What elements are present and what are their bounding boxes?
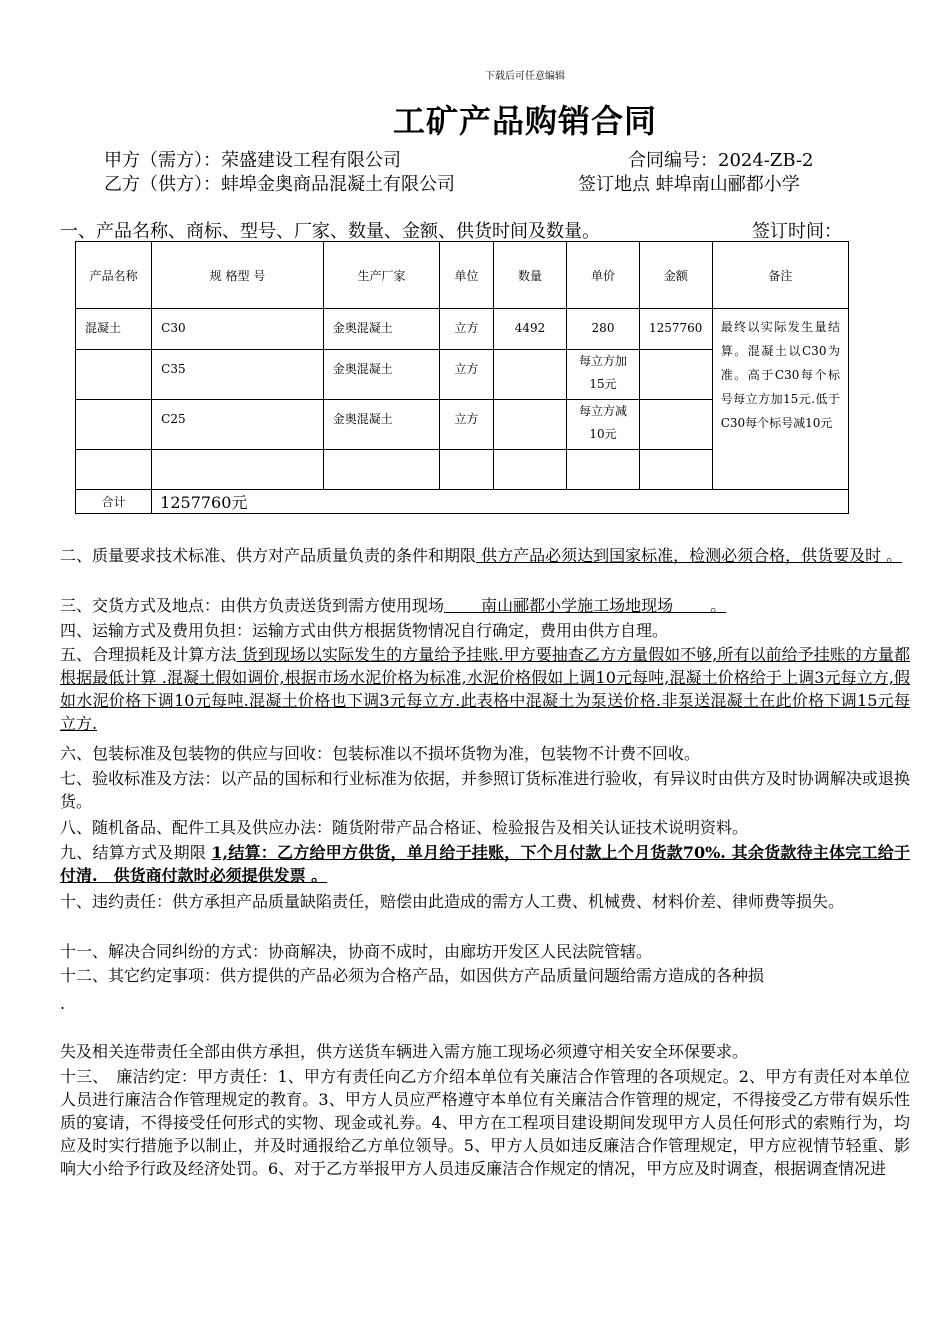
contract-no-label: 合同编号：: [628, 150, 718, 171]
product-table: [75, 241, 849, 514]
header-note: 下载后可任意编辑: [485, 71, 565, 82]
clause-5-text: 货到现场以实际发生的方量给予挂账.甲方要抽查乙方方量假如不够,所有以前给予挂账的方量都根据最低计算 .混凝土假如调价,根据市场水泥价格为标准,水泥价格假如上调10元每吨,混凝土价格给于上调3元每立方,假如水泥价格下调10元每吨.混凝土价格也下调3元每立方.此表格中混凝土为泵送价格.非泵送混凝土在此价格下调15元每立方.: [60, 645, 910, 733]
total-row: [76, 490, 849, 514]
clause-8: 八、随机备品、配件工具及供应办法：随货附带产品合格证、检验报告及相关认证技术说明资料。: [60, 818, 749, 837]
col-header: 备注: [712, 242, 848, 309]
cell-name: [76, 350, 151, 366]
cell-qty: [494, 400, 567, 416]
cell-maker: 金奥混凝土: [332, 412, 393, 426]
sign-place-label: 签订地点: [578, 174, 650, 195]
cell-spec: C35: [161, 362, 186, 376]
clause-13: 十三、 廉洁约定：甲方责任：1、甲方有责任向乙方介绍本单位有关廉洁合作管理的各项规定。2、甲方有责任对本单位人员进行廉洁合作管理规定的教育。3、甲方人员应严格遵守本单位有关廉洁合作管理的规定，不得接受乙方带有娱乐性质的宴请，不得接受任何形式的实物、现金或礼券。4、甲方在工程项目建设期间发现甲方人员任何形式的索贿行为，均应及时实行措施予以制止，并及时通报给乙方单位领导。5、甲方人员如违反廉洁合作管理规定，甲方应视情节轻重、影响大小给予行政及经济处罚。6、对于乙方举报甲方人员违反廉洁合作规定的情况，甲方应及时调查，根据调查情况进: [60, 1067, 910, 1178]
clause-3: [60, 594, 910, 617]
clause-7: 七、验收标准及方法：以产品的国标和行业标准为依据，并参照订货标准进行验收，有异议时由供方及时协调解决或退换货。: [60, 769, 910, 811]
contract-no-value: 2024-ZB-2: [718, 150, 814, 171]
clause-5-label: 五、合理损耗及计算方法: [60, 645, 237, 664]
party-b: [104, 170, 455, 196]
cell-price: 每立方加15元: [579, 354, 628, 391]
clause-3-label: 三、交货方式及地点：由供方负责送货到需方使用现场: [60, 596, 445, 615]
clause-5: [60, 643, 910, 735]
party-a-label: 甲方（需方）：: [104, 150, 221, 171]
col-header: 产品名称: [76, 242, 152, 309]
total-label: 合计: [76, 490, 152, 514]
party-a-name: 荣盛建设工程有限公司: [221, 150, 401, 171]
clause-2: [60, 544, 910, 567]
cell-amount: 1257760: [648, 321, 703, 335]
sign-time-label: 签订时间：: [752, 221, 842, 242]
cell-spec: C25: [161, 412, 186, 426]
cell-name: 混凝土: [85, 321, 122, 335]
clause-12-dot: .: [60, 994, 66, 1013]
page-title: 工矿产品购销合同: [392, 102, 657, 140]
cell-qty: [494, 350, 567, 366]
cell-unit: 立方: [454, 412, 479, 426]
cell-price: 每立方减10元: [579, 404, 628, 441]
clause-2-text: 供方产品必须达到国家标准，检测必须合格，供货要及时 。: [476, 546, 903, 565]
col-header: 单价: [567, 242, 639, 309]
cell-amount: [640, 400, 712, 416]
clause-11: 十一、解决合同纠纷的方式：协商解决，协商不成时，由廊坊开发区人民法院管辖。: [60, 942, 653, 961]
clause-9-label: 九、结算方式及期限: [60, 843, 212, 862]
clause-12-continued: 失及相关连带责任全部由供方承担，供方送货车辆进入需方施工现场必须遵守相关安全环保要求。: [60, 1042, 749, 1061]
col-header: 数量: [493, 242, 567, 309]
cell-name: [76, 400, 151, 416]
clause-2-label: 二、质量要求技术标准、供方对产品质量负责的条件和期限: [60, 546, 477, 565]
col-header: 规 格型 号: [152, 242, 324, 309]
clause-6: 六、包装标准及包装物的供应与回收：包装标准以不损坏货物为准，包装物不计费不回收。: [60, 744, 701, 763]
cell-spec: C30: [161, 321, 186, 335]
clause-4: 四、运输方式及费用负担：运输方式由供方根据货物情况自行确定，费用由供方自理。: [60, 621, 669, 640]
cell-unit: [440, 450, 493, 466]
party-b-label: 乙方（供方）：: [104, 174, 221, 195]
cell-unit: 立方: [454, 362, 479, 376]
table-row: [76, 309, 849, 350]
cell-amount: [640, 350, 712, 366]
section-1-heading: 一、产品名称、商标、型号、厂家、数量、金额、供货时间及数量。: [60, 221, 600, 242]
cell-spec: [152, 450, 323, 466]
table-header-row: [76, 242, 849, 309]
remark-text: 最终以实际发生量结算。混凝土以C30为准。高于C30每个标号每立方加15元.低于C30每个标号减10元: [720, 320, 840, 430]
sign-place-value: 蚌埠南山郦都小学: [655, 174, 800, 195]
clause-3-place: 南山郦都小学施工场地现场 。: [444, 596, 727, 615]
cell-qty: 4492: [514, 321, 546, 335]
cell-maker: [324, 450, 439, 466]
col-header: 金额: [639, 242, 712, 309]
cell-amount: [640, 450, 712, 466]
clause-9-text: 1,结算：乙方给甲方供货，单月给于挂账，下个月付款上个月货款70%. 其余货款待主体完工给于付清. 供货商付款时必须提供发票 。: [60, 843, 910, 885]
col-header: 生产厂家: [323, 242, 439, 309]
cell-qty: [494, 450, 567, 466]
clause-10: 十、违约责任：供方承担产品质量缺陷责任，赔偿由此造成的需方人工费、机械费、材料价差、律师费等损失。: [60, 892, 845, 911]
cell-price: 280: [591, 321, 615, 335]
cell-price: [567, 450, 638, 466]
cell-name: [76, 450, 151, 466]
clause-9: [60, 841, 910, 887]
sign-place: [578, 170, 800, 196]
clause-12: 十二、其它约定事项：供方提供的产品必须为合格产品，如因供方产品质量问题给需方造成的各种损: [60, 966, 765, 985]
cell-unit: 立方: [454, 321, 479, 335]
cell-maker: 金奥混凝土: [332, 321, 393, 335]
total-value: 1257760元: [152, 490, 849, 514]
party-a: [104, 146, 401, 172]
party-b-name: 蚌埠金奥商品混凝土有限公司: [221, 174, 455, 195]
cell-maker: 金奥混凝土: [332, 362, 393, 376]
contract-no: [628, 146, 814, 172]
col-header: 单位: [440, 242, 494, 309]
